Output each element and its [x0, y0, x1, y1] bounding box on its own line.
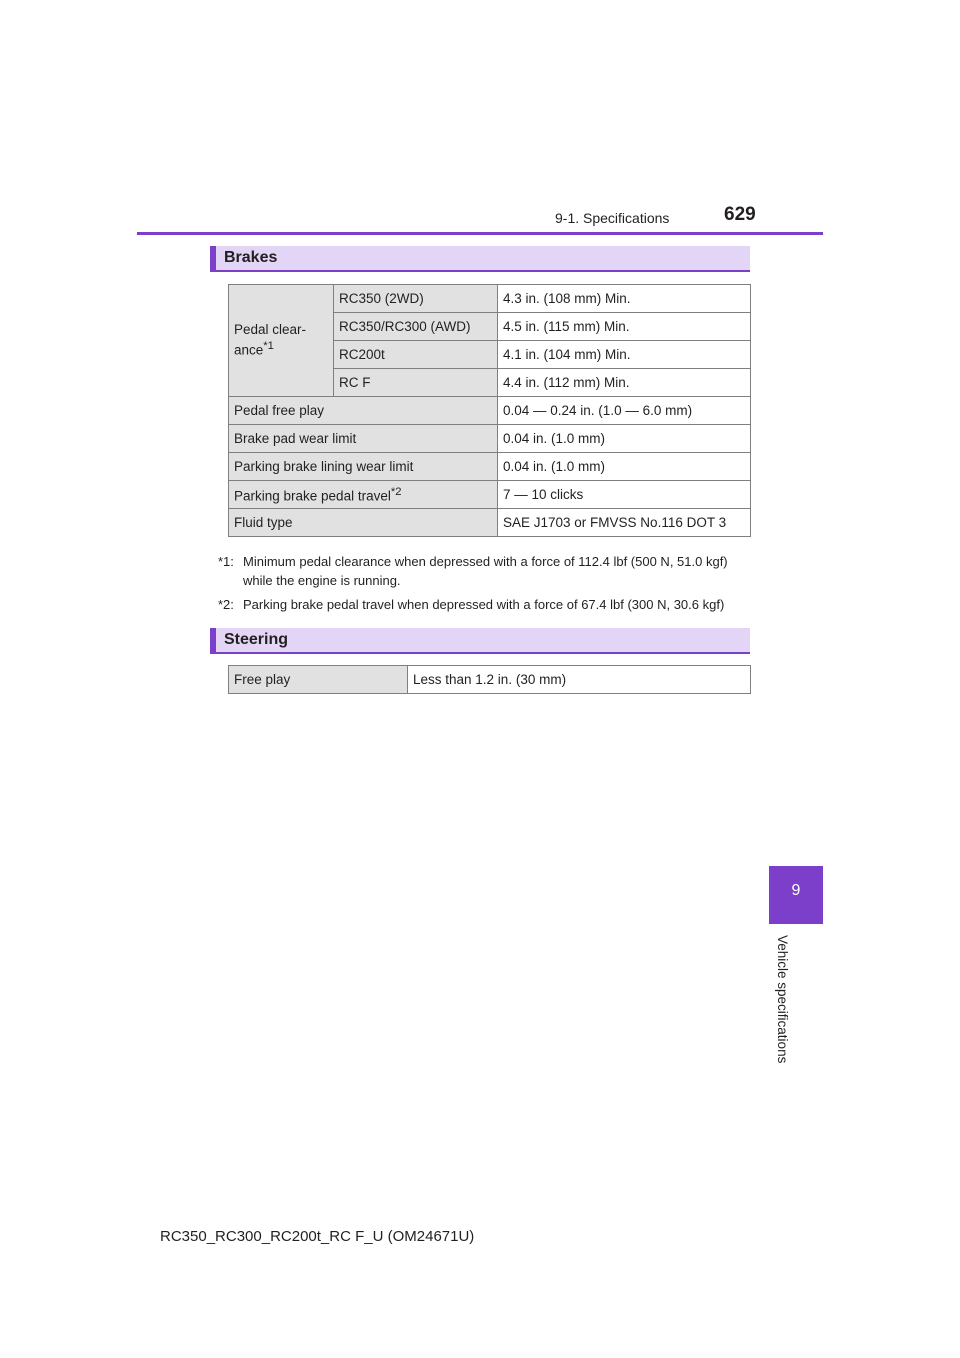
page-number: 629: [724, 204, 756, 225]
row-label: Brake pad wear limit: [234, 431, 357, 446]
footnote-mark: *2: [390, 485, 402, 498]
label-cell: [229, 397, 498, 425]
value-cell: 0.04 in. (1.0 mm): [498, 425, 751, 453]
table-row: [229, 453, 751, 481]
footnote-text: Minimum pedal clearance when depressed with a force of 112.4 lbf (500 N, 51.0 kgf) while the engine is running.: [243, 554, 728, 588]
footnote: [218, 552, 758, 590]
value-cell: 4.5 in. (115 mm) Min.: [498, 313, 751, 341]
row-label: Fluid type: [234, 515, 293, 530]
row-label: Pedal free play: [234, 403, 325, 418]
model-cell: RC200t: [334, 341, 498, 369]
footnote-mark-text: *1: [218, 554, 231, 569]
row-label: Parking brake pedal travel: [234, 488, 391, 504]
chapter-tab: 9: [769, 866, 823, 924]
label-cell: [229, 509, 498, 537]
label-cell: [229, 481, 498, 509]
value-cell: 4.1 in. (104 mm) Min.: [498, 341, 751, 369]
table-row: [229, 397, 751, 425]
table-row: [229, 509, 751, 537]
footnote-mark: *1: [263, 340, 274, 353]
footnote: [218, 595, 758, 614]
footnote-text: Parking brake pedal travel when depressed with a force of 67.4 lbf (300 N, 30.6 kgf): [243, 597, 725, 612]
brakes-heading: Brakes: [210, 246, 750, 272]
value-cell: 0.04 — 0.24 in. (1.0 — 6.0 mm): [498, 397, 751, 425]
pedal-clearance-label: [229, 285, 334, 397]
model-cell: RC F: [334, 369, 498, 397]
value-cell: Less than 1.2 in. (30 mm): [408, 666, 751, 694]
header-rule: [137, 232, 823, 235]
footnotes: [218, 552, 758, 619]
footnote-mark: *2:: [218, 597, 234, 612]
steering-heading: Steering: [210, 628, 750, 654]
label-cell: Free play: [229, 666, 408, 694]
brakes-table: [228, 284, 751, 537]
value-cell: SAE J1703 or FMVSS No.116 DOT 3: [498, 509, 751, 537]
value-cell: 7 — 10 clicks: [498, 481, 751, 509]
table-row: [229, 666, 751, 694]
footnote-mark-text: *2: [218, 597, 231, 612]
value-cell: 4.4 in. (112 mm) Min.: [498, 369, 751, 397]
value-cell: 0.04 in. (1.0 mm): [498, 453, 751, 481]
model-cell: RC350/RC300 (AWD): [334, 313, 498, 341]
row-label: Parking brake lining wear limit: [234, 459, 414, 474]
footnote-mark: *1:: [218, 554, 234, 569]
label-cell: [229, 453, 498, 481]
section-title: 9-1. Specifications: [555, 210, 670, 226]
table-row: [229, 425, 751, 453]
chapter-label: Vehicle specifications: [775, 935, 790, 1064]
model-cell: RC350 (2WD): [334, 285, 498, 313]
value-cell: 4.3 in. (108 mm) Min.: [498, 285, 751, 313]
table-row: [229, 285, 751, 313]
pedal-clearance-text: Pedal clear-ance: [234, 322, 307, 358]
table-row: [229, 481, 751, 509]
document-code: RC350_RC300_RC200t_RC F_U (OM24671U): [160, 1228, 475, 1245]
steering-table: [228, 665, 751, 694]
label-cell: [229, 425, 498, 453]
